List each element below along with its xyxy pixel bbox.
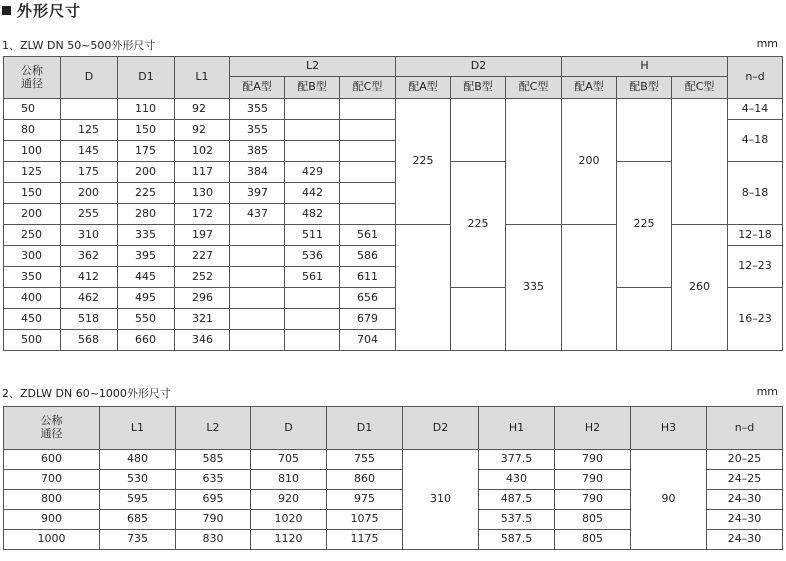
cell-l2a [230,246,285,267]
cell-d1: 755 [327,450,403,470]
header-d2-type-a: 配A型 [396,77,451,99]
cell-l1: 735 [100,530,176,550]
cell-d1: 975 [327,490,403,510]
cell-dn: 1000 [4,530,100,550]
header-l2-type-c: 配C型 [340,77,396,99]
cell-l2a: 384 [230,162,285,183]
header-h-type-a: 配A型 [562,77,617,99]
header-d1: D1 [118,57,175,99]
cell-l1: 197 [175,225,230,246]
cell-dn: 150 [4,183,61,204]
cell-d: 920 [251,490,327,510]
header-d1: D1 [327,407,403,450]
cell-nd: 20–25 [707,450,783,470]
cell-d: 125 [61,120,118,141]
cell-d1: 150 [118,120,175,141]
cell-nd: 24–30 [707,530,783,550]
header-nd: n–d [707,407,783,450]
cell-l2a: 355 [230,120,285,141]
header-l2: L2 [230,57,396,77]
cell-d: 810 [251,470,327,490]
cell-dn: 300 [4,246,61,267]
cell-d1: 445 [118,267,175,288]
cell-dn: 700 [4,470,100,490]
cell-l2b: 429 [285,162,340,183]
cell-h2: 805 [555,530,631,550]
cell-dn: 250 [4,225,61,246]
cell-l1: 685 [100,510,176,530]
cell-l2c: 586 [340,246,396,267]
cell-dn: 800 [4,490,100,510]
cell-nd: 4–14 [728,99,783,120]
cell-l2a [230,288,285,309]
header-nominal: 公称 通径 [4,407,100,450]
cell-l1: 252 [175,267,230,288]
table2-unit: mm [756,385,778,398]
cell-nd: 8–18 [728,162,783,225]
cell-d2a: 225 [396,99,451,225]
cell-l2c: 561 [340,225,396,246]
cell-l2c [340,204,396,225]
cell-hc-empty [672,99,728,225]
cell-dn: 600 [4,450,100,470]
header-l2: L2 [176,407,251,450]
cell-hb: 225 [617,162,672,288]
header-d2-type-c: 配C型 [506,77,562,99]
header-l1: L1 [175,57,230,99]
cell-dn: 500 [4,330,61,351]
cell-h2: 790 [555,470,631,490]
cell-l2b [285,99,340,120]
header-d2: D2 [403,407,479,450]
cell-d1: 495 [118,288,175,309]
cell-l1: 595 [100,490,176,510]
cell-dn: 400 [4,288,61,309]
cell-l1: 130 [175,183,230,204]
cell-d2c-empty [506,99,562,225]
cell-dn: 450 [4,309,61,330]
table1-caption: 1、ZLW DN 50~500外形尺寸 [2,39,156,52]
cell-dn: 125 [4,162,61,183]
cell-l2b: 442 [285,183,340,204]
cell-d: 200 [61,183,118,204]
cell-l2: 790 [176,510,251,530]
cell-h1: 377.5 [479,450,555,470]
cell-nd: 12–23 [728,246,783,288]
cell-d: 462 [61,288,118,309]
cell-l2: 695 [176,490,251,510]
cell-d: 518 [61,309,118,330]
table1-unit: mm [756,37,778,50]
cell-l2b: 536 [285,246,340,267]
cell-d: 175 [61,162,118,183]
cell-dn: 100 [4,141,61,162]
cell-dn: 200 [4,204,61,225]
cell-hb-empty [617,99,672,162]
cell-l2a [230,267,285,288]
header-l2-type-b: 配B型 [285,77,340,99]
cell-d1: 395 [118,246,175,267]
cell-d: 362 [61,246,118,267]
cell-l2a [230,225,285,246]
cell-l2c: 611 [340,267,396,288]
header-h: H [562,57,728,77]
cell-ha: 200 [562,99,617,225]
cell-d: 568 [61,330,118,351]
cell-l2: 830 [176,530,251,550]
cell-l2b [285,309,340,330]
table1-dimensions [3,56,783,351]
cell-l1: 172 [175,204,230,225]
header-nominal: 公称 通径 [4,57,61,99]
cell-d1: 860 [327,470,403,490]
cell-nd: 16–23 [728,288,783,351]
header-l1: L1 [100,407,176,450]
cell-d1: 335 [118,225,175,246]
cell-l2c: 679 [340,309,396,330]
cell-d2c: 335 [506,225,562,351]
header-d: D [61,57,118,99]
cell-d2b-empty [451,288,506,351]
header-h-type-c: 配C型 [672,77,728,99]
cell-d1: 550 [118,309,175,330]
cell-d2b-empty [451,99,506,162]
cell-h1: 430 [479,470,555,490]
cell-l2c [340,141,396,162]
cell-l2b: 561 [285,267,340,288]
cell-l2a [230,330,285,351]
cell-h2: 805 [555,510,631,530]
cell-l2a: 397 [230,183,285,204]
cell-l1: 117 [175,162,230,183]
cell-l2b [285,120,340,141]
cell-l2: 585 [176,450,251,470]
cell-l2c: 704 [340,330,396,351]
cell-d: 1020 [251,510,327,530]
cell-l2a [230,309,285,330]
cell-d2a-empty [396,225,451,351]
cell-h1: 537.5 [479,510,555,530]
header-nd: n–d [728,57,783,99]
cell-l2c [340,99,396,120]
cell-d: 412 [61,267,118,288]
cell-l1: 296 [175,288,230,309]
square-bullet-icon [2,6,11,15]
cell-l2b: 482 [285,204,340,225]
cell-d: 145 [61,141,118,162]
cell-nd: 24–30 [707,490,783,510]
cell-l2a: 437 [230,204,285,225]
cell-dn: 350 [4,267,61,288]
cell-h2: 790 [555,450,631,470]
header-l2-type-a: 配A型 [230,77,285,99]
cell-d1: 110 [118,99,175,120]
table-row [4,162,783,183]
cell-d1: 660 [118,330,175,351]
cell-l2c [340,162,396,183]
cell-l1: 346 [175,330,230,351]
cell-nd: 4–18 [728,120,783,162]
cell-l1: 92 [175,99,230,120]
table2-dimensions [3,406,783,550]
cell-l1: 92 [175,120,230,141]
section-title: 外形尺寸 [2,0,81,21]
cell-nd: 24–25 [707,470,783,490]
cell-d1: 280 [118,204,175,225]
cell-l2a: 385 [230,141,285,162]
table2-caption: 2、ZDLW DN 60~1000外形尺寸 [2,387,171,400]
cell-l1: 102 [175,141,230,162]
cell-l2b: 511 [285,225,340,246]
cell-l1: 227 [175,246,230,267]
cell-h2: 790 [555,490,631,510]
cell-l2b [285,141,340,162]
cell-dn: 80 [4,120,61,141]
cell-dn: 900 [4,510,100,530]
table-row [4,288,783,309]
header-d2: D2 [396,57,562,77]
cell-d [61,99,118,120]
cell-l2: 635 [176,470,251,490]
cell-l1: 530 [100,470,176,490]
cell-nd: 12–18 [728,225,783,246]
cell-l2c [340,183,396,204]
table-row [4,99,783,120]
cell-l2a: 355 [230,99,285,120]
cell-ha-empty [562,225,617,351]
cell-l1: 321 [175,309,230,330]
cell-l2c: 656 [340,288,396,309]
cell-hc: 260 [672,225,728,351]
cell-h3: 90 [631,450,707,550]
cell-d: 1120 [251,530,327,550]
cell-l2c [340,120,396,141]
header-h-type-b: 配B型 [617,77,672,99]
cell-d2b: 225 [451,162,506,288]
cell-d1: 225 [118,183,175,204]
header-h3: H3 [631,407,707,450]
table-row [4,450,783,470]
cell-d1: 1175 [327,530,403,550]
header-d: D [251,407,327,450]
cell-d1: 175 [118,141,175,162]
cell-d2: 310 [403,450,479,550]
cell-d: 705 [251,450,327,470]
header-h2: H2 [555,407,631,450]
cell-d1: 200 [118,162,175,183]
cell-d: 310 [61,225,118,246]
cell-d1: 1075 [327,510,403,530]
cell-d: 255 [61,204,118,225]
cell-l2b [285,288,340,309]
cell-nd: 24–30 [707,510,783,530]
cell-l1: 480 [100,450,176,470]
cell-dn: 50 [4,99,61,120]
header-h1: H1 [479,407,555,450]
cell-l2b [285,330,340,351]
cell-h1: 587.5 [479,530,555,550]
cell-hb-empty [617,288,672,351]
cell-h1: 487.5 [479,490,555,510]
header-d2-type-b: 配B型 [451,77,506,99]
